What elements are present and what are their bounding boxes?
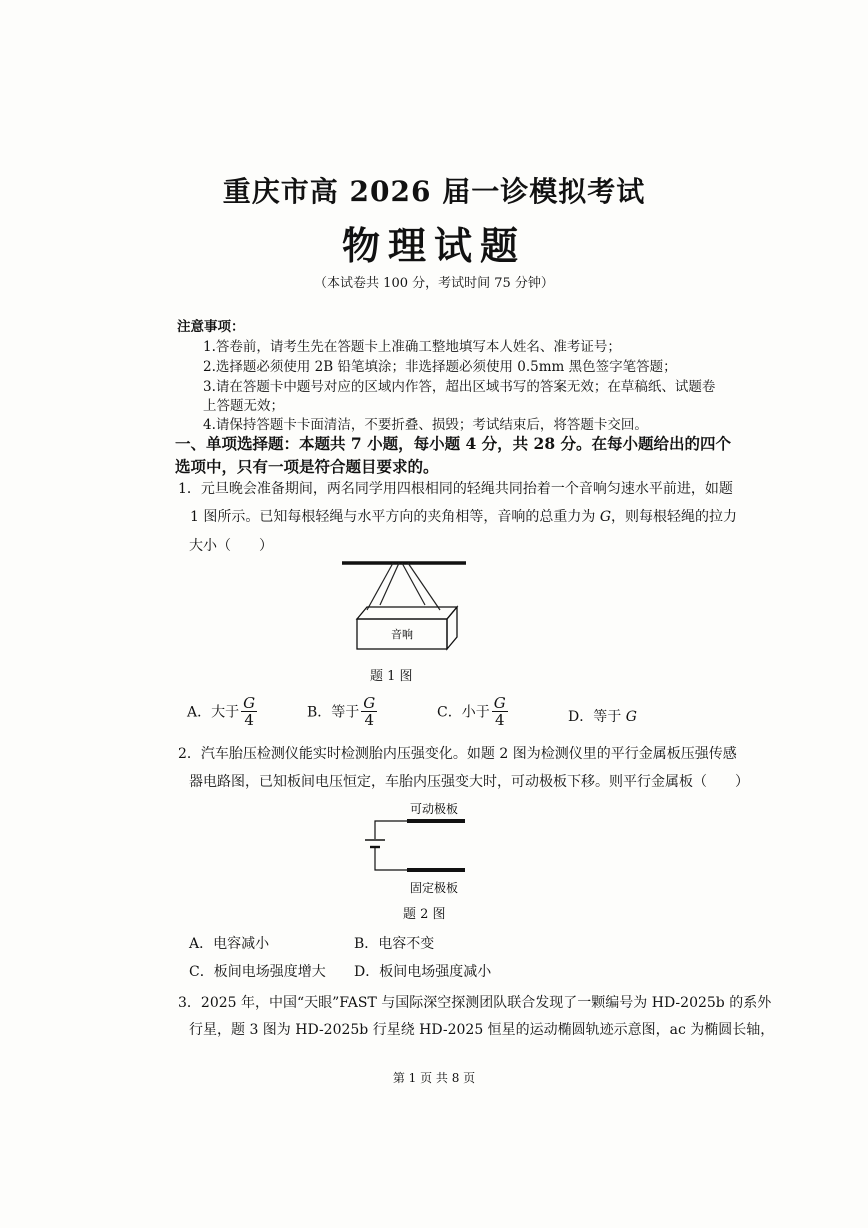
instruction-item: 2.选择题必须使用 2B 铅笔填涂；非选择题必须使用 0.5mm 黑色签字笔答题； — [203, 359, 677, 375]
q2-text: 2．汽车胎压检测仪能实时检测胎内压强变化。如题 2 图为检测仪里的平行金属板压强传感 — [178, 746, 737, 762]
q1-option-c[interactable]: C．小于 $\frac{G}{4}$ — [437, 694, 506, 729]
instruction-item: 1.答卷前，请考生先在答题卡上准确工整地填写本人姓名、准考证号； — [203, 339, 621, 355]
q1-option-a[interactable]: A．大于 $\frac{G}{4}$ — [187, 694, 256, 729]
instruction-item: 4.请保持答题卡卡面清洁，不要折叠、损毁；考试结束后，将答题卡交回。 — [203, 417, 648, 433]
section-heading-cont: 选项中，只有一项是符合题目要求的。 — [175, 457, 439, 476]
rope — [402, 563, 425, 605]
q1-text-2: 1 图所示。已知每根轻绳与水平方向的夹角相等，音响的总重力为 G，则每根轻绳的拉力 — [190, 509, 737, 525]
movable-plate — [407, 819, 465, 823]
q2-text-2: 器电路图，已知板间电压恒定，车胎内压强变大时，可动极板下移。则平行金属板（ ） — [189, 774, 749, 790]
q3-text: 3．2025 年，中国“天眼”FAST 与国际深空探测团队联合发现了一颗编号为 HD-2025b 的系外 — [178, 995, 772, 1011]
instruction-item: 3.请在答题卡中题号对应的区域内作答，超出区域书写的答案无效；在草稿纸、试题卷 — [203, 379, 716, 395]
section-heading: 一、单项选择题：本题共 7 小题，每小题 4 分，共 28 分。在每小题给出的四个 — [175, 434, 732, 453]
q2-caption: 题 2 图 — [403, 907, 446, 922]
box-label: 音响 — [391, 628, 413, 641]
q1-text: 1．元旦晚会准备期间，两名同学用四根相同的轻绳共同抬着一个音响匀速水平前进，如题 — [178, 481, 733, 497]
movable-plate-label: 可动极板 — [410, 802, 459, 816]
box-side — [447, 607, 457, 649]
subject-title: 物理试题 — [341, 223, 526, 268]
exam-note: （本试卷共 100 分，考试时间 75 分钟） — [314, 276, 554, 291]
q2-option-b[interactable]: B．电容不变 — [354, 936, 435, 952]
q1-option-d[interactable]: D．等于 G — [568, 709, 637, 725]
rope — [367, 563, 393, 610]
wire-top — [375, 821, 407, 839]
q1-option-b[interactable]: B．等于 $\frac{G}{4}$ — [307, 694, 376, 729]
q1-figure — [330, 555, 480, 665]
q1-text-3: 大小（ ） — [189, 538, 273, 554]
q1-caption: 题 1 图 — [370, 669, 413, 684]
fixed-plate-label: 固定极板 — [410, 881, 459, 895]
exam-title: 重庆市高 2026 届一诊模拟考试 — [222, 175, 646, 208]
instructions-heading: 注意事项： — [177, 319, 245, 335]
q2-figure — [355, 798, 485, 903]
q3-text-2: 行星，题 3 图为 HD-2025b 行星绕 HD-2025 恒星的运动椭圆轨迹示意图，ac 为椭圆长轴， — [189, 1022, 775, 1038]
page-footer: 第 1 页 共 8 页 — [392, 1071, 476, 1085]
wire-bottom — [375, 848, 407, 870]
q2-option-c[interactable]: C．板间电场强度增大 — [189, 964, 326, 980]
q2-option-a[interactable]: A．电容减小 — [189, 936, 270, 952]
box-top — [357, 607, 457, 619]
q2-option-d[interactable]: D．板间电场强度减小 — [354, 964, 492, 980]
instruction-item: 上答题无效； — [203, 398, 284, 414]
fixed-plate — [407, 868, 465, 872]
